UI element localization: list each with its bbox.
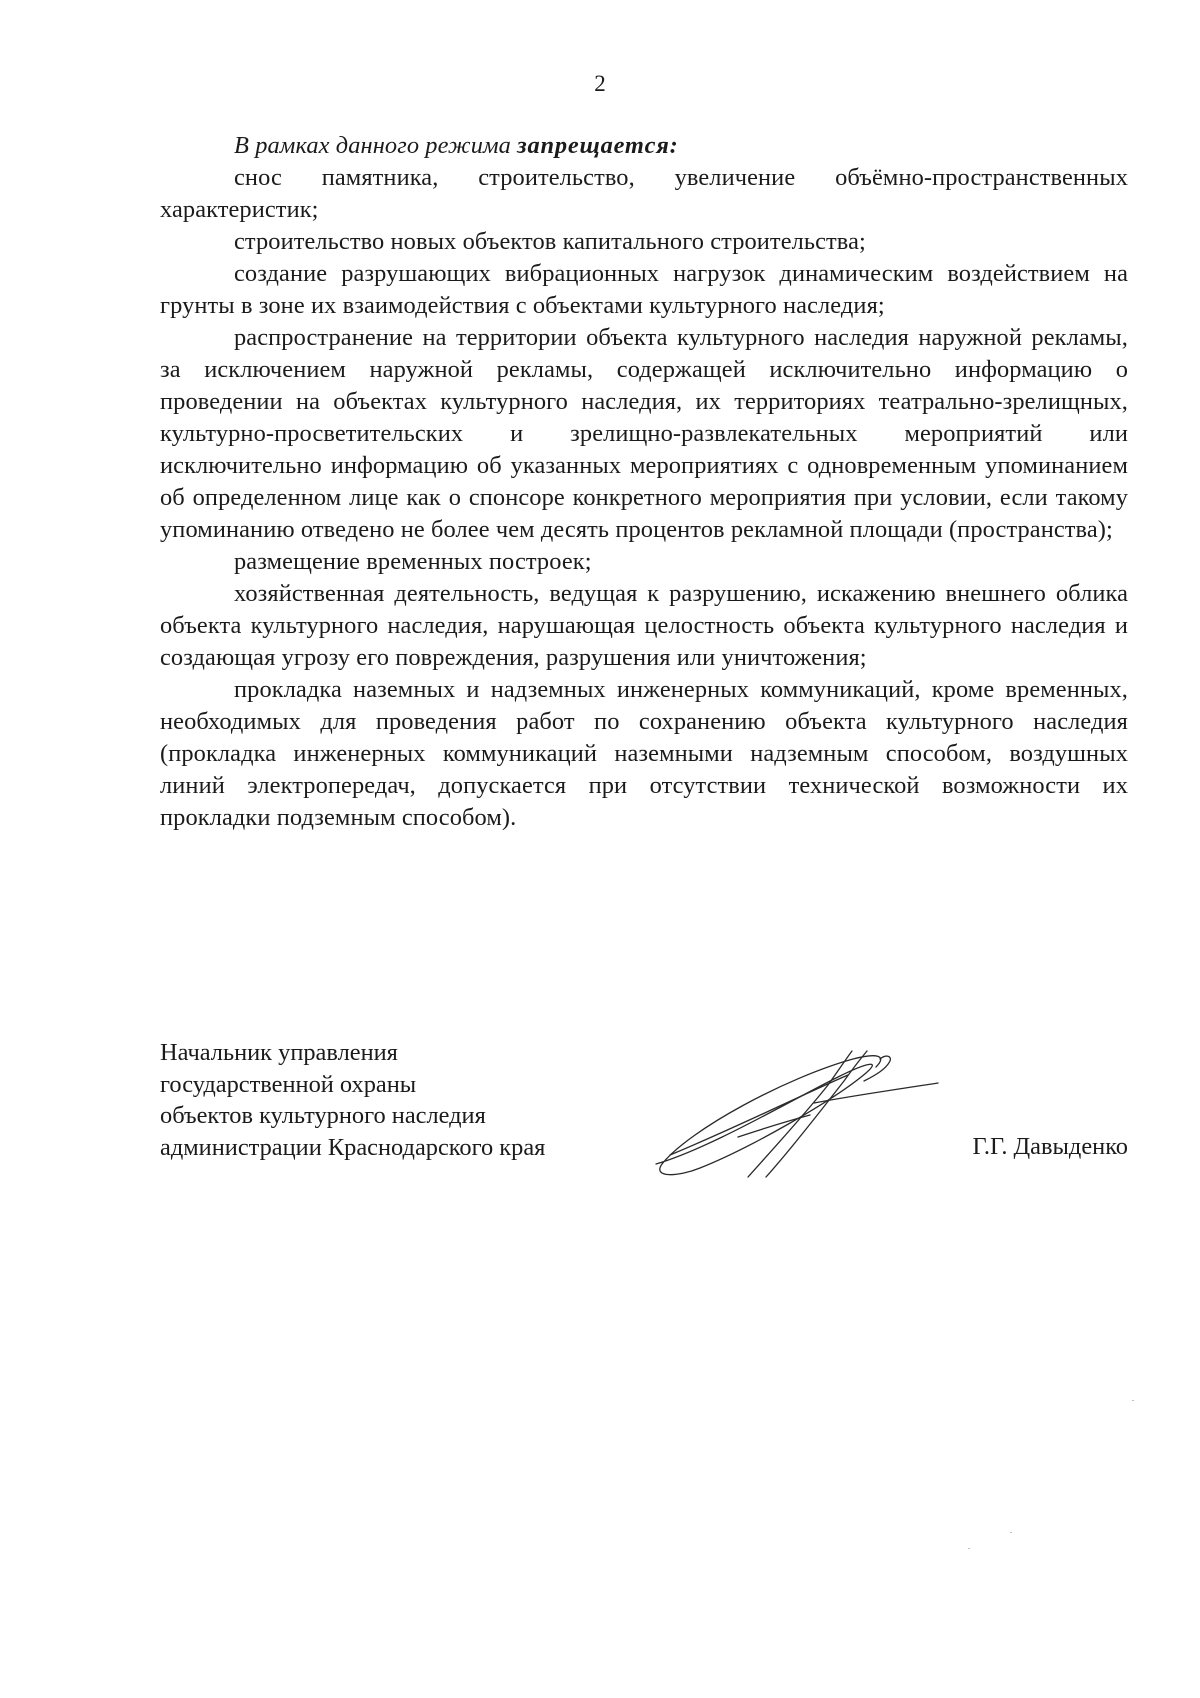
signer-name: Г.Г. Давыденко (972, 1133, 1128, 1160)
prohibition-item: хозяйственная деятельность, ведущая к разрушению, искажению внешнего облика объекта культурного наследия, нарушающая целостность объекта культурного наследия и создающая угрозу его повреждения, разрушения или уничтожения; (160, 580, 1128, 671)
handwritten-signature (638, 1037, 958, 1187)
prohibition-item: распространение на территории объекта культурного наследия наружной рекламы, за исключением наружной рекламы, содержащей исключительно информацию о проведении на объектах культурного наследия, их территориях театрально-зрелищных, культурно-просветительских и зрелищно-развлекательных мероприятий или исключительно информацию об указанных мероприятиях с одновременным упоминанием об определенном лице как о спонсоре конкретного мероприятия при условии, если такому упоминанию отведено не более чем десять процентов рекламной площади (пространства); (160, 324, 1128, 543)
signer-position-line: объектов культурного наследия (160, 1102, 486, 1129)
signature-block (160, 1037, 1128, 1197)
intro-paragraph (160, 130, 1128, 162)
intro-prohibited-label: запрещается: (517, 132, 679, 159)
signer-position-line: государственной охраны (160, 1070, 417, 1098)
prohibition-item: прокладка наземных и надземных инженерных коммуникаций, кроме временных, необходимых для проведения работ по сохранению объекта культурного наследия (прокладка инженерных коммуникаций наземными надземным способом, воздушных линий электропередач, допускается при отсутствии технической возможности их прокладки подземным способом). (160, 676, 1128, 831)
document-body (160, 130, 1128, 834)
scan-speck (1132, 1400, 1134, 1401)
prohibition-item: строительство новых объектов капитального строительства; (234, 228, 866, 255)
intro-lead: В рамках данного режима (234, 132, 518, 159)
signer-position-line: Начальник управления (160, 1039, 398, 1066)
scan-speck (968, 1548, 970, 1549)
scan-speck (1010, 1532, 1012, 1533)
signer-position (160, 1037, 545, 1163)
signer-position-line: администрации Краснодарского края (160, 1133, 546, 1161)
page-number: 2 (594, 71, 606, 96)
prohibition-item: размещение временных построек; (234, 548, 592, 575)
prohibition-item: снос памятника, строительство, увеличение объёмно-пространственных характеристик; (160, 164, 1128, 223)
prohibition-item: создание разрушающих вибрационных нагрузок динамическим воздействием на грунты в зоне их взаимодействия с объектами культурного наследия; (160, 260, 1128, 319)
